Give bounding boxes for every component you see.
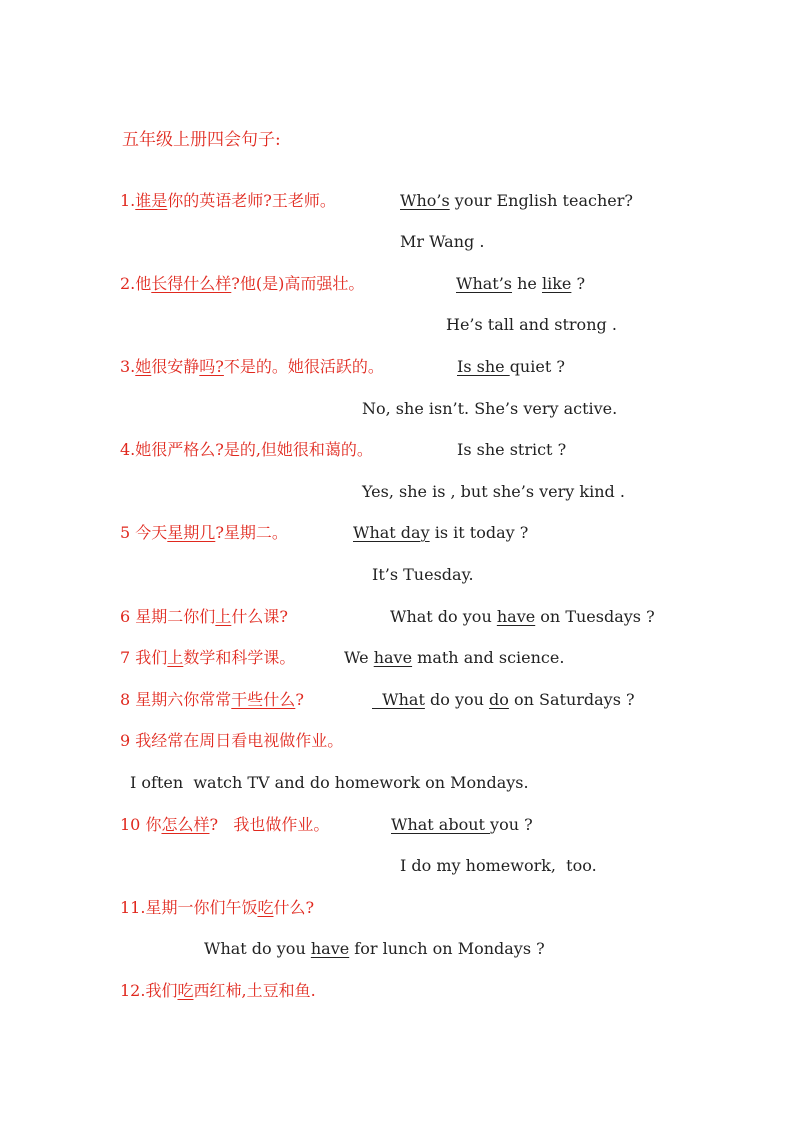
sentence-3-answer: No, she isn’t. She’s very active.	[362, 399, 618, 418]
sentence-11-chinese: 11.星期一你们午饭吃什么?	[120, 898, 315, 917]
sentence-7-chinese: 7 我们上数学和科学课。	[120, 648, 296, 667]
sentence-9-english: I often watch TV and do homework on Mondays.	[130, 773, 529, 792]
sentence-12-chinese: 12.我们吃西红柿,土豆和鱼.	[120, 981, 316, 1000]
sentence-5-answer: It’s Tuesday.	[372, 565, 474, 584]
sentence-3-chinese: 3.她很安静吗?不是的。她很活跃的。	[120, 357, 384, 376]
sentence-11-english: What do you have for lunch on Mondays ?	[204, 939, 545, 958]
sentence-8-chinese: 8 星期六你常常干些什么?	[120, 690, 304, 709]
sentence-6-chinese: 6 星期二你们上什么课?	[120, 607, 288, 626]
sentence-2-chinese: 2.他长得什么样?他(是)高而强壮。	[120, 274, 365, 293]
sentence-5-chinese: 5 今天星期几?星期二。	[120, 523, 288, 542]
sentence-5-english: What day is it today ?	[353, 523, 529, 542]
sentence-6-english: What do you have on Tuesdays ?	[390, 607, 655, 626]
sentence-1-answer: Mr Wang .	[400, 232, 485, 251]
sentence-10-answer: I do my homework, too.	[400, 856, 597, 875]
sentence-7-english: We have math and science.	[344, 648, 565, 667]
sentence-10-english: What about you ?	[391, 815, 533, 834]
sentence-10-chinese: 10 你怎么样? 我也做作业。	[120, 815, 330, 834]
sentence-1-chinese: 1.谁是你的英语老师?王老师。	[120, 191, 336, 210]
sentence-2-english: What’s he like ?	[456, 274, 586, 293]
sentence-4-english: Is she strict ?	[457, 440, 567, 459]
sentence-9-chinese: 9 我经常在周日看电视做作业。	[120, 731, 344, 750]
page-title: 五年级上册四会句子:	[122, 130, 281, 150]
sentence-2-answer: He’s tall and strong .	[446, 315, 617, 334]
sentence-4-answer: Yes, she is , but she’s very kind .	[362, 482, 625, 501]
sentence-3-english: Is she quiet ?	[457, 357, 565, 376]
sentence-8-english: What do you do on Saturdays ?	[372, 690, 635, 709]
sentence-1-english: Who’s your English teacher?	[400, 191, 633, 210]
sentence-4-chinese: 4.她很严格么?是的,但她很和蔼的。	[120, 440, 373, 459]
